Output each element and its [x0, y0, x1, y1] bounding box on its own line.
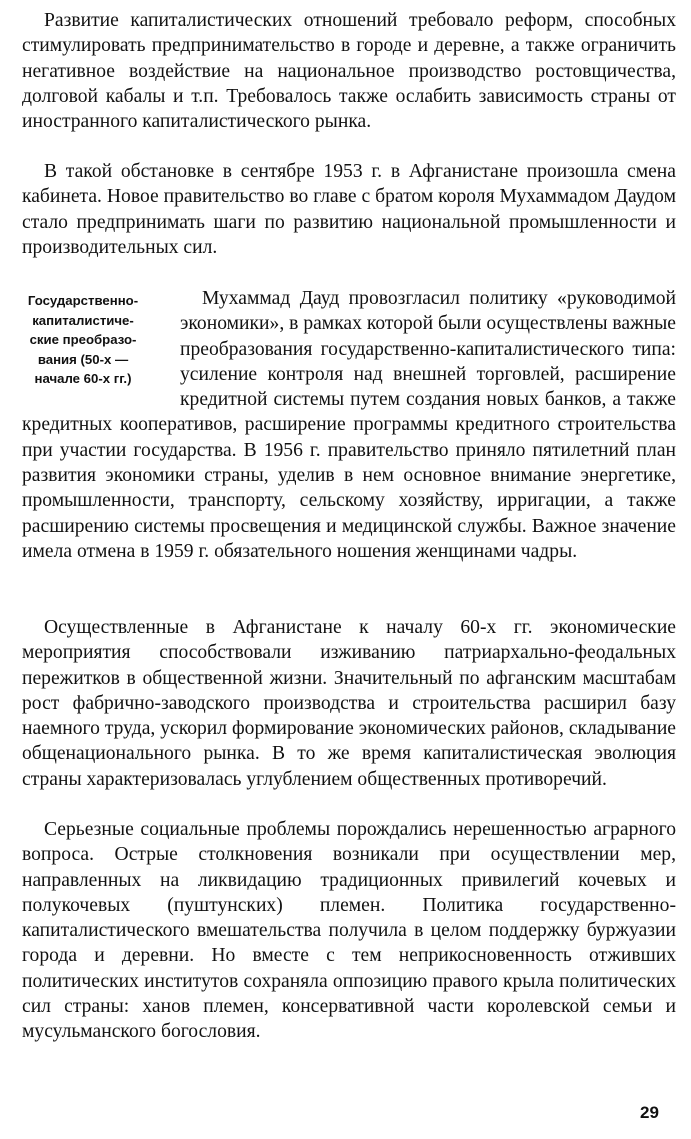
paragraph-with-margin-note	[22, 286, 676, 564]
margin-note: Государственно- капиталистиче- ские преобразо- вания (50-х — начале 60-х гг.)	[27, 293, 139, 387]
paragraph-text: Мухаммад Дауд провозгласил политику «руководимой экономики», в рамках которой были осуществлены важные преобразования государственно-капиталистического типа: усиление контроля над внешней торговлей, расширение кредитной системы путем создания новых банков, а также кредитных кооперативов, расширение программы кредитного строительства при участии государства. В 1956 г. правительство приняло пятилетний план развития экономики страны, уделив в нем основное внимание энергетике, промышленности, транспорту, сельскому хозяйству, ирригации, а также расширению системы просвещения и медицинской службы. Важное значение имела отмена в 1959 г. обязательного ношения женщинами чадры.	[22, 288, 676, 562]
paragraph: Развитие капиталистических отношений требовало реформ, способных стимулировать предпринимательство в городе и деревне, а также ограничить негативное воздействие на национальное производство ростовщичества, долговой кабалы и т.п. Требовалось также ослабить зависимость страны от иностранного капиталистического рынка.	[22, 10, 676, 133]
paragraph: Осуществленные в Афганистане к началу 60-х гг. экономические мероприятия способствовали изживанию патриархально-феодальных пережитков в общественной жизни. Значительный по афганским масштабам рост фабрично-заводского производства и строительства расширил базу наемного труда, ускорил формирование экономических районов, складывание общенационального рынка. В то же время капиталистическая эволюция страны характеризовалась углублением общественных противоречий.	[22, 617, 676, 790]
paragraph: В такой обстановке в сентябре 1953 г. в Афганистане произошла смена кабинета. Новое правительство во главе с братом короля Мухаммадом Даудом стало предпринимать шаги по развитию национальной промышленности и производительных сил.	[22, 161, 676, 258]
page-number: 29	[640, 1103, 659, 1122]
paragraph: Серьезные социальные проблемы порождались нерешенностью аграрного вопроса. Острые столкновения возникали при осуществлении мер, направленных на ликвидацию традиционных привилегий кочевых и полукочевых (пуштунских) племен. Политика государственно-капиталистического вмешательства получила в целом поддержку буржуазии города и деревни. Но вместе с тем неприкосновенность отживших политических институтов сохраняла оппозицию правого крыла политических сил страны: ханов племен, консервативной части королевской семьи и мусульманского богословия.	[22, 819, 676, 1043]
